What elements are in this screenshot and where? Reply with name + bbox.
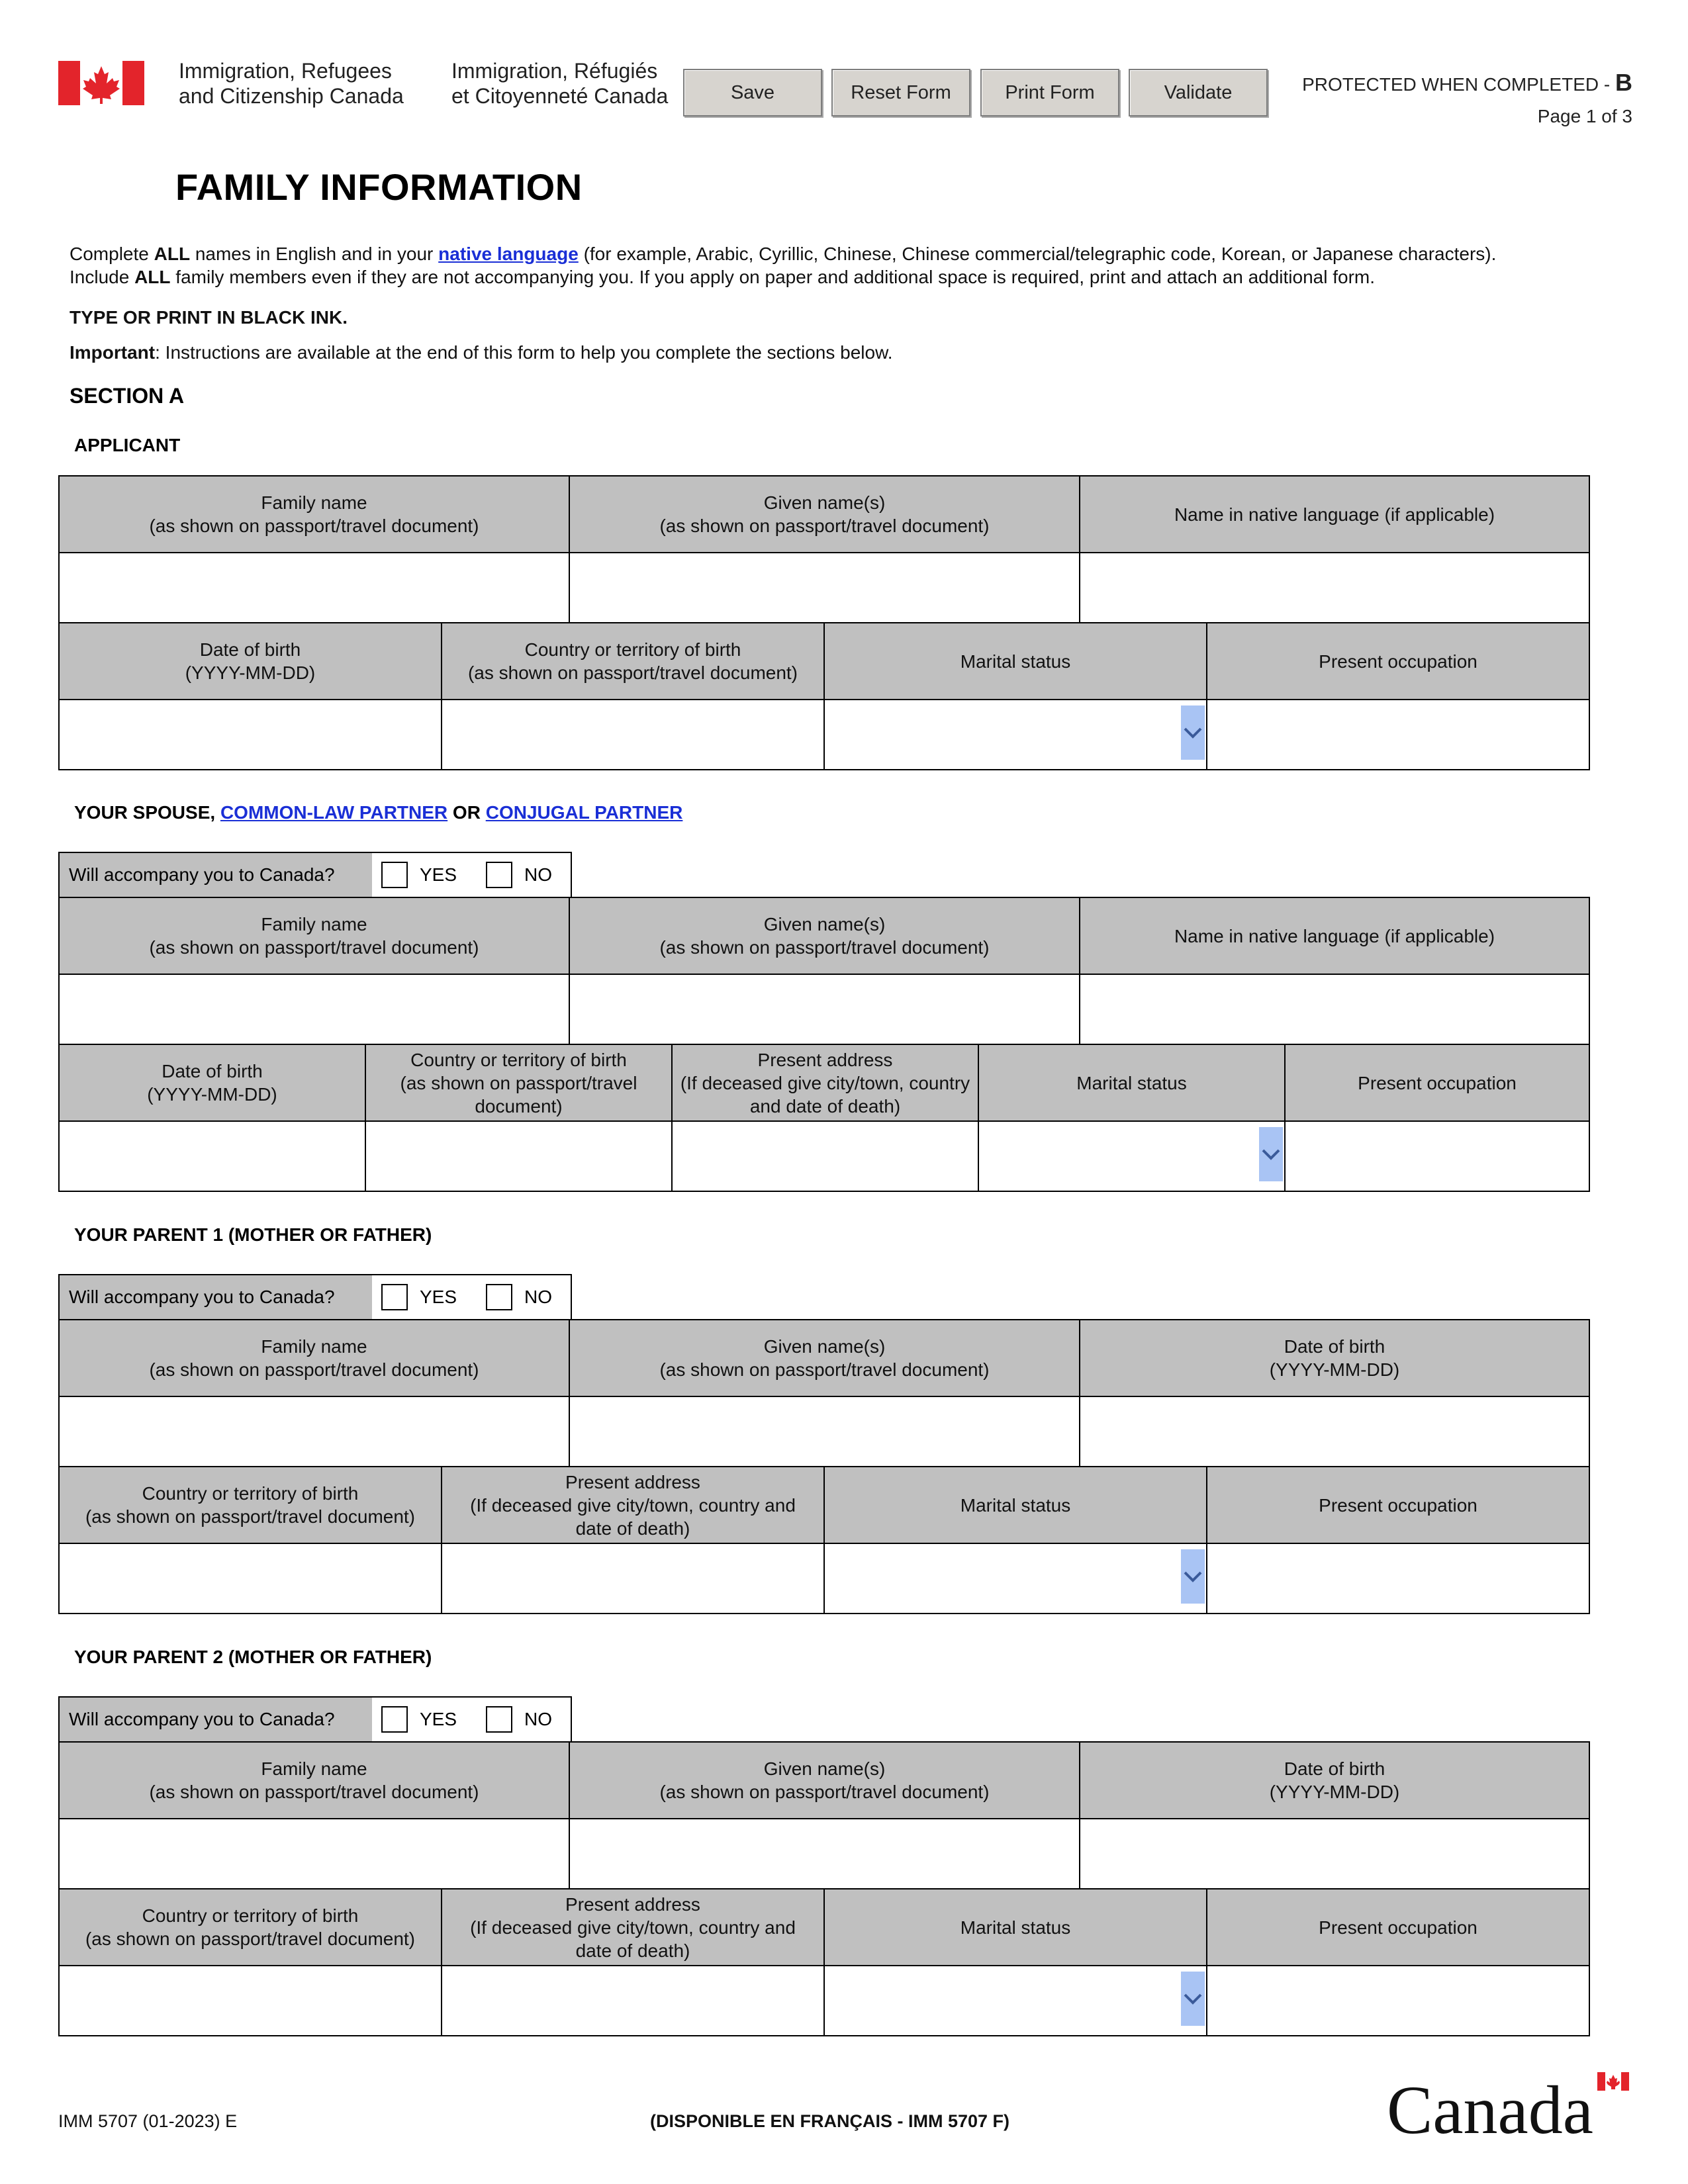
spouse-occupation-input[interactable] (1286, 1122, 1589, 1191)
important-text: : Instructions are available at the end of this form to help you complete the sections below. (155, 342, 893, 363)
section-a-heading: SECTION A (70, 384, 185, 408)
yes-label: YES (420, 864, 457, 885)
chevron-down-icon[interactable] (1259, 1127, 1283, 1181)
department-name-fr-line2: et Citoyenneté Canada (451, 84, 669, 108)
applicant-marital-status-label: Marital status (825, 623, 1207, 699)
parent2-birth-country-label: Country or territory of birth (as shown on passport/travel document) (60, 1889, 442, 1965)
parent2-occupation-label: Present occupation (1207, 1889, 1589, 1965)
department-name-en-line1: Immigration, Refugees (179, 59, 392, 83)
parent1-family-name-label: Family name (as shown on passport/travel document) (60, 1320, 570, 1396)
spouse-native-name-label: Name in native language (if applicable) (1080, 898, 1589, 974)
accompany-question: Will accompany you to Canada? (60, 853, 372, 897)
spouse-accompany-row (58, 852, 572, 897)
important-note (70, 341, 893, 364)
applicant-native-name-input[interactable] (1080, 553, 1589, 622)
spouse-accompany-no-checkbox[interactable] (486, 862, 512, 888)
parent1-accompany-no-checkbox[interactable] (486, 1284, 512, 1310)
applicant-given-name-label: Given name(s) (as shown on passport/travel document) (570, 477, 1080, 552)
no-label: NO (524, 864, 553, 885)
spouse-heading-or: OR (447, 802, 486, 823)
parent1-given-name-input[interactable] (570, 1397, 1080, 1466)
applicant-heading: APPLICANT (74, 435, 181, 455)
form-code: IMM 5707 (01-2023) E (58, 2111, 238, 2131)
chevron-down-icon[interactable] (1181, 1549, 1205, 1604)
intro-emphasis: ALL (154, 244, 191, 264)
spouse-heading (74, 802, 682, 823)
protected-text: PROTECTED WHEN COMPLETED - (1302, 74, 1615, 95)
applicant-table (58, 475, 1590, 770)
chevron-down-icon[interactable] (1181, 1972, 1205, 2026)
department-name-fr (451, 58, 668, 109)
parent1-occupation-label: Present occupation (1207, 1467, 1589, 1543)
important-label: Important (70, 342, 156, 363)
spouse-dob-input[interactable] (60, 1122, 366, 1191)
intro-text: family members even if they are not accompanying you. If you apply on paper and additional space is required, print and attach an additional form. (170, 267, 1376, 287)
parent2-heading: YOUR PARENT 2 (MOTHER OR FATHER) (74, 1647, 432, 1667)
wordmark-flag-icon (1597, 2072, 1629, 2091)
yes-label: YES (420, 1709, 457, 1729)
parent2-address-label: Present address (If deceased give city/town, country and date of death) (442, 1889, 825, 1965)
french-version-note: (DISPONIBLE EN FRANÇAIS - IMM 5707 F) (650, 2111, 1010, 2131)
intro-text: Complete (70, 244, 154, 264)
applicant-given-name-input[interactable] (570, 553, 1080, 622)
department-name-en (179, 58, 404, 109)
spouse-heading-text: YOUR SPOUSE, (74, 802, 220, 823)
spouse-family-name-label: Family name (as shown on passport/travel document) (60, 898, 570, 974)
parent2-accompany-row (58, 1696, 572, 1741)
parent1-address-label: Present address (If deceased give city/town, country and date of death) (442, 1467, 825, 1543)
accompany-question: Will accompany you to Canada? (60, 1275, 372, 1319)
applicant-occupation-input[interactable] (1207, 700, 1589, 769)
applicant-native-name-label: Name in native language (if applicable) (1080, 477, 1589, 552)
protected-label (1302, 69, 1632, 97)
parent1-accompany-yes-checkbox[interactable] (381, 1284, 408, 1310)
canada-flag-icon (58, 61, 144, 105)
conjugal-partner-link[interactable]: CONJUGAL PARTNER (485, 802, 683, 823)
parent2-marital-status-label: Marital status (825, 1889, 1207, 1965)
protected-level: B (1615, 69, 1632, 96)
parent2-family-name-label: Family name (as shown on passport/travel document) (60, 1743, 570, 1818)
parent1-accompany-row (58, 1274, 572, 1319)
page-title: FAMILY INFORMATION (175, 166, 583, 208)
parent2-marital-status-select[interactable] (825, 1966, 1207, 2035)
intro-text: (for example, Arabic, Cyrillic, Chinese, Chinese commercial/telegraphic code, Korean, or Japanese characters). (578, 244, 1497, 264)
parent2-dob-label: Date of birth (YYYY-MM-DD) (1080, 1743, 1589, 1818)
parent2-birth-country-input[interactable] (60, 1966, 442, 2035)
spouse-table (58, 897, 1590, 1192)
parent2-dob-input[interactable] (1080, 1819, 1589, 1888)
applicant-birth-country-label: Country or territory of birth (as shown on passport/travel document) (442, 623, 825, 699)
spouse-native-name-input[interactable] (1080, 975, 1589, 1044)
parent2-family-name-input[interactable] (60, 1819, 570, 1888)
page-number: Page 1 of 3 (1537, 106, 1632, 126)
chevron-down-icon[interactable] (1181, 705, 1205, 760)
spouse-given-name-label: Given name(s) (as shown on passport/travel document) (570, 898, 1080, 974)
spouse-occupation-label: Present occupation (1286, 1045, 1589, 1120)
accompany-question: Will accompany you to Canada? (60, 1698, 372, 1741)
parent1-family-name-input[interactable] (60, 1397, 570, 1466)
parent2-given-name-input[interactable] (570, 1819, 1080, 1888)
parent1-given-name-label: Given name(s) (as shown on passport/travel document) (570, 1320, 1080, 1396)
spouse-birth-country-label: Country or territory of birth (as shown on passport/travel document) (366, 1045, 673, 1120)
parent1-birth-country-input[interactable] (60, 1544, 442, 1613)
spouse-marital-status-label: Marital status (979, 1045, 1286, 1120)
spouse-accompany-yes-checkbox[interactable] (381, 862, 408, 888)
reset-form-button[interactable]: Reset Form (831, 69, 970, 116)
intro-paragraph (70, 242, 1612, 289)
spouse-address-input[interactable] (673, 1122, 979, 1191)
parent1-occupation-input[interactable] (1207, 1544, 1589, 1613)
applicant-family-name-label: Family name (as shown on passport/travel document) (60, 477, 570, 552)
yes-label: YES (420, 1287, 457, 1307)
applicant-birth-country-input[interactable] (442, 700, 825, 769)
applicant-marital-status-select[interactable] (825, 700, 1207, 769)
applicant-dob-label: Date of birth (YYYY-MM-DD) (60, 623, 442, 699)
spouse-family-name-input[interactable] (60, 975, 570, 1044)
common-law-partner-link[interactable]: COMMON-LAW PARTNER (220, 802, 448, 823)
parent1-address-input[interactable] (442, 1544, 825, 1613)
parent2-accompany-yes-checkbox[interactable] (381, 1706, 408, 1733)
department-name-fr-line1: Immigration, Réfugiés (451, 59, 658, 83)
applicant-occupation-label: Present occupation (1207, 623, 1589, 699)
native-language-link[interactable]: native language (438, 244, 579, 264)
department-name-en-line2: and Citizenship Canada (179, 84, 404, 108)
canada-wordmark-logo (1387, 2068, 1632, 2141)
no-label: NO (524, 1709, 553, 1729)
parent2-given-name-label: Given name(s) (as shown on passport/travel document) (570, 1743, 1080, 1818)
intro-line-1 (70, 242, 1612, 265)
spouse-dob-label: Date of birth (YYYY-MM-DD) (60, 1045, 366, 1120)
validate-button[interactable]: Validate (1129, 69, 1268, 116)
applicant-family-name-input[interactable] (60, 553, 570, 622)
parent1-table (58, 1319, 1590, 1614)
print-form-button[interactable]: Print Form (980, 69, 1119, 116)
parent1-marital-status-label: Marital status (825, 1467, 1207, 1543)
intro-line-2 (70, 265, 1612, 289)
ink-instruction: TYPE OR PRINT IN BLACK INK. (70, 307, 348, 328)
parent1-dob-label: Date of birth (YYYY-MM-DD) (1080, 1320, 1589, 1396)
parent2-occupation-input[interactable] (1207, 1966, 1589, 2035)
applicant-dob-input[interactable] (60, 700, 442, 769)
parent1-marital-status-select[interactable] (825, 1544, 1207, 1613)
parent1-heading: YOUR PARENT 1 (MOTHER OR FATHER) (74, 1224, 432, 1245)
parent2-address-input[interactable] (442, 1966, 825, 2035)
spouse-birth-country-input[interactable] (366, 1122, 673, 1191)
parent1-birth-country-label: Country or territory of birth (as shown on passport/travel document) (60, 1467, 442, 1543)
intro-text: names in English and in your (190, 244, 439, 264)
spouse-address-label: Present address (If deceased give city/town, country and date of death) (673, 1045, 979, 1120)
intro-emphasis: ALL (134, 267, 171, 287)
parent2-accompany-no-checkbox[interactable] (486, 1706, 512, 1733)
spouse-given-name-input[interactable] (570, 975, 1080, 1044)
wordmark-text: Canada (1387, 2072, 1593, 2141)
intro-text: Include (70, 267, 135, 287)
spouse-marital-status-select[interactable] (979, 1122, 1286, 1191)
parent1-dob-input[interactable] (1080, 1397, 1589, 1466)
no-label: NO (524, 1287, 553, 1307)
save-button[interactable]: Save (683, 69, 822, 116)
parent2-table (58, 1741, 1590, 2036)
